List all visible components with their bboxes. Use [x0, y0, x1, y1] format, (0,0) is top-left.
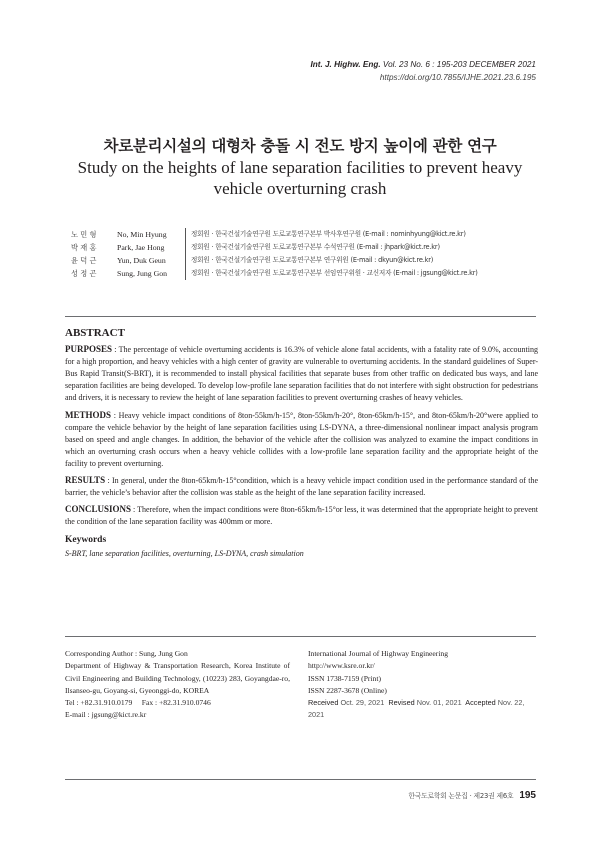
author-affiliation: 정회원 · 한국건설기술연구원 도로교통연구본부 수석연구원 (E-mail : jhpark@kict.re.kr) [185, 241, 440, 254]
methods-text: : Heavy vehicle impact conditions of 8ton-55km/h-15°, 8ton-55km/h-20°, 8ton-65km/h-15°, and 8ton-65km/h-20°were applied to compare the vehicle behavior by the height of lane separation facilities using LS-DYNA, a three-dimensional nonlinear impact analysis program based on speed and angle changes. In addition, the behavior of the vehicle after the collision was analyzed to examine the impact conditions in which an overturning crash occurs when a heavy vehicle collides with a low-profile lane separation facility and the appropriate height of the facility to prevent overturning. [65, 410, 538, 468]
abstract-section [65, 327, 538, 560]
tel-fax: Tel : +82.31.910.0179 Fax : +82.31.910.0746 [65, 698, 211, 708]
methods-label: METHODS [65, 409, 112, 420]
corresponding-email[interactable]: E-mail : jgsung@kict.re.kr [65, 710, 147, 720]
author-address: Department of Highway & Transportation Research, Korea Institute of Civil Engineering and Building Technology, (10223) 283, Goyangdae-ro, Ilsanseo-gu, Goyang-si, Gyeonggi-do, KOREA [65, 661, 290, 695]
author-list [71, 228, 478, 280]
received-date: Oct. 29, 2021 [340, 698, 385, 708]
accepted-date: Nov. 22, 2021 [308, 698, 525, 720]
author-name-en: Sung, Jung Gon [117, 269, 168, 278]
keywords-text: S-BRT, lane separation facilities, overturning, LS-DYNA, crash simulation [65, 548, 304, 558]
journal-info-block [308, 648, 538, 722]
results-label: RESULTS [65, 475, 106, 486]
received-label: Received [308, 698, 339, 708]
author-affiliation: 정회원 · 한국건설기술연구원 도로교통연구본부 선임연구위원 · 교신저자 (E-mail : jgsung@kict.re.kr) [185, 267, 478, 280]
page-footer [408, 790, 536, 801]
title-korean: 차로분리시설의 대형차 충돌 시 전도 방지 높이에 관한 연구 [103, 137, 497, 155]
keywords-heading: Keywords [65, 535, 107, 546]
author-row [71, 228, 478, 241]
author-row [71, 254, 478, 267]
results-text: : In general, under the 8ton-65km/h-15°condition, which is a heavy vehicle impact condition used in the performance standard of the barrier, the vehicle’s behavior after the collision was stable as the height of the lane separation facility increased. [65, 476, 538, 498]
author-name-en: Park, Jae Hong [117, 243, 165, 252]
author-affiliation: 정회원 · 한국건설기술연구원 도로교통연구본부 박사후연구원 (E-mail : nominhyung@kict.re.kr) [185, 228, 466, 241]
abstract-heading: ABSTRACT [65, 327, 125, 339]
author-name-ko: 성 정 곤 [71, 269, 97, 278]
conclusions-paragraph [65, 503, 538, 528]
revised-label: Revised [388, 698, 415, 708]
journal-abbrev: Int. J. Highw. Eng. [310, 60, 381, 69]
divider-middle [65, 636, 536, 637]
conclusions-label: CONCLUSIONS [65, 504, 132, 515]
title-english: Study on the heights of lane separation facilities to prevent heavy vehicle overturning crash [77, 158, 523, 198]
submission-dates [308, 697, 538, 722]
results-paragraph [65, 474, 538, 499]
author-name-ko: 윤 덕 근 [71, 256, 97, 265]
author-name-en: No, Min Hyung [117, 230, 167, 239]
journal-name: International Journal of Highway Engineering [308, 649, 449, 658]
journal-url[interactable]: http://www.ksre.or.kr/ [308, 661, 375, 671]
page-number: 195 [519, 790, 536, 801]
revised-date: Nov. 01, 2021 [416, 698, 462, 708]
issn-print: ISSN 1738-7159 (Print) [308, 673, 381, 683]
doi-link[interactable]: https://doi.org/10.7855/IJHE.2021.23.6.195 [379, 73, 536, 82]
author-name-ko: 박 재 홍 [71, 243, 97, 252]
author-name-ko: 노 민 형 [71, 230, 97, 239]
author-affiliation: 정회원 · 한국건설기술연구원 도로교통연구본부 연구위원 (E-mail : dkyun@kict.re.kr) [185, 254, 433, 267]
corresponding-author-block [65, 648, 290, 722]
issn-online: ISSN 2287-3678 (Online) [308, 685, 387, 695]
author-row [71, 267, 478, 280]
journal-header [310, 58, 536, 84]
author-name-en: Yun, Duk Geun [117, 256, 166, 265]
accepted-label: Accepted [465, 698, 496, 708]
footer-journal-name: 한국도로학회 논문집 · 제23권 제6호 [408, 792, 514, 800]
journal-volume: Vol. 23 No. 6 : 195-203 DECEMBER 2021 [382, 60, 536, 69]
author-row [71, 241, 478, 254]
divider-top [65, 316, 536, 317]
corresponding-author: Corresponding Author : Sung, Jung Gon [65, 649, 188, 658]
conclusions-text: : Therefore, when the impact conditions were 8ton-65km/h-15°or less, it was determined that the appropriate height to prevent the condition of the lane separation facility was 400mm or more. [65, 505, 538, 527]
methods-paragraph [65, 409, 538, 470]
purposes-label: PURPOSES [65, 344, 113, 355]
purposes-text: : The percentage of vehicle overturning accidents is 16.3% of vehicle alone fatal accidents, with a fatality rate of 9.0%, accounting for a high proportion, and heavy vehicles with a high center of gravity are vulnerable to overturning accidents. In the standard guidelines of Super-Bus Rapid Transit(S-BRT), it is recommended to install physical facilities that separate buses from other traffic on dedicated bus ways, and lane separation facilities are being developed. To develop low-profile lane separation facilities that do not interfere with sight obstruction for pedestrians and drivers, it is necessary to review the height of lane separation facilities to prevent overturning crashes of heavy vehicles. [65, 345, 538, 403]
divider-bottom [65, 779, 536, 780]
purposes-paragraph [65, 343, 538, 404]
